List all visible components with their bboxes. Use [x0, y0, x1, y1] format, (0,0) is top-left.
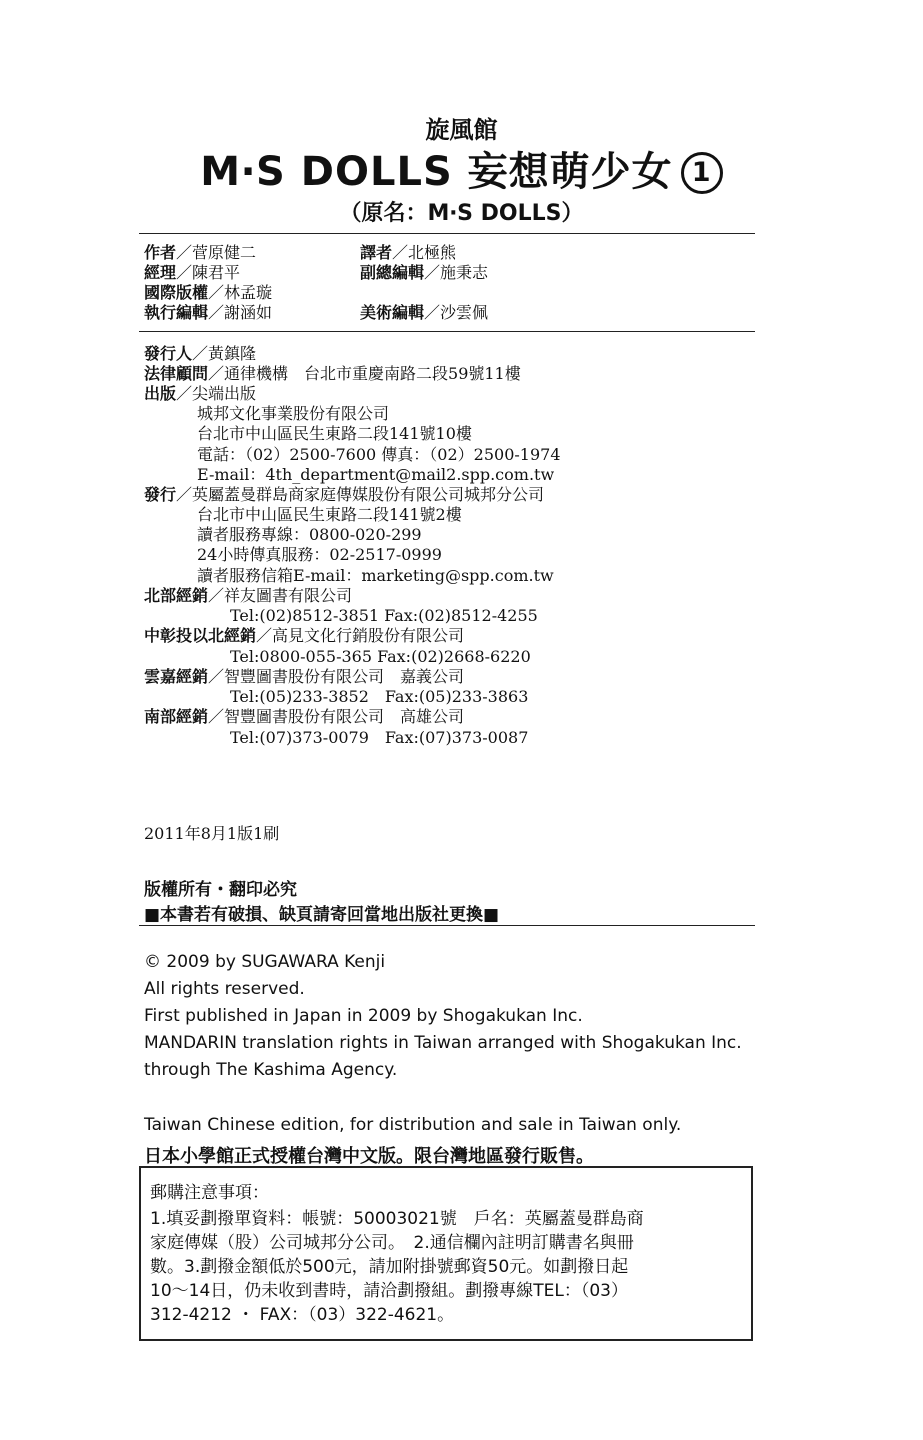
legal-label: 法律顧問 — [144, 364, 209, 383]
edition-info: 2011年8月1版1刷 — [144, 824, 280, 843]
taiwan-edition-en: Taiwan Chinese edition, for distribution and sale in Taiwan only. — [144, 1115, 682, 1135]
credit-intl-rights — [144, 283, 272, 303]
central-tel: Tel:0800-055-365 Fax:(02)2668-6220 — [230, 647, 531, 666]
south-line — [144, 707, 464, 727]
mail-order-notice — [139, 1166, 753, 1341]
legal-line — [144, 364, 521, 384]
north-line — [144, 586, 352, 606]
deputy-editor-label: 副總編輯 — [360, 263, 425, 282]
deputy-editor-value: ／施秉志 — [424, 263, 489, 282]
exec-editor-label: 執行編輯 — [144, 303, 209, 322]
exec-editor-value: ／謝涵如 — [208, 303, 273, 322]
book-title — [0, 140, 923, 197]
central-line — [144, 626, 464, 646]
central-label: 中彰投以北經銷 — [144, 626, 257, 645]
issuer-label: 發行人 — [144, 344, 193, 363]
press-phone: 電話：（02）2500-7600 傳真：（02）2500-1974 — [197, 445, 561, 464]
distribution-label: 發行 — [144, 485, 177, 504]
yunjia-value: ／智豐圖書股份有限公司 嘉義公司 — [208, 667, 465, 686]
south-tel: Tel:(07)373-0079 Fax:(07)373-0087 — [230, 728, 529, 747]
copyright-line-4: MANDARIN translation rights in Taiwan arranged with Shogakukan Inc. — [144, 1033, 742, 1053]
art-editor-label: 美術編輯 — [360, 303, 425, 322]
notice-line-3: 數。3.劃撥金額低於500元，請加附掛號郵資50元。如劃撥日起 — [150, 1257, 629, 1277]
notice-line-4: 10～14日，仍未收到書時，請洽劃撥組。劃撥專線TEL：（03） — [150, 1281, 628, 1301]
distribution-email: 讀者服務信箱E-mail：marketing@spp.com.tw — [197, 566, 554, 585]
issuer-line — [144, 344, 256, 364]
north-value: ／祥友圖書有限公司 — [208, 586, 353, 605]
credits-divider — [139, 331, 755, 332]
copyright-line-5: through The Kashima Agency. — [144, 1060, 398, 1080]
rights-divider — [139, 925, 755, 926]
publisher-name: 旋風館 — [425, 115, 498, 144]
translator-value: ／北極熊 — [392, 243, 457, 262]
credit-art-editor — [360, 303, 488, 323]
credit-author — [144, 243, 256, 263]
art-editor-value: ／沙雲佩 — [424, 303, 489, 322]
author-label: 作者 — [144, 243, 177, 262]
press-value: ／尖端出版 — [176, 384, 257, 403]
north-tel: Tel:(02)8512-3851 Fax:(02)8512-4255 — [230, 606, 538, 625]
credit-translator — [360, 243, 456, 263]
credit-manager — [144, 263, 240, 283]
press-company: 城邦文化事業股份有限公司 — [197, 404, 390, 423]
rights-reserved: 版權所有・翻印必究 — [144, 880, 297, 900]
press-address: 台北市中山區民生東路二段141號10樓 — [197, 424, 472, 443]
manager-label: 經理 — [144, 263, 177, 282]
damage-notice: ■本書若有破損、缺頁請寄回當地出版社更換■ — [144, 905, 500, 925]
translator-label: 譯者 — [360, 243, 393, 262]
issuer-value: ／黃鎮隆 — [192, 344, 257, 363]
notice-line-5: 312-4212 ・ FAX：（03）322-4621。 — [150, 1305, 455, 1325]
copyright-line-2: All rights reserved. — [144, 979, 305, 999]
yunjia-line — [144, 667, 464, 687]
press-label: 出版 — [144, 384, 177, 403]
original-title: （原名：M‧S DOLLS） — [339, 201, 584, 226]
distribution-line — [144, 485, 544, 505]
credit-deputy-editor — [360, 263, 488, 283]
yunjia-tel: Tel:(05)233-3852 Fax:(05)233-3863 — [230, 687, 529, 706]
volume-badge: 1 — [681, 152, 723, 194]
author-value: ／菅原健二 — [176, 243, 257, 262]
north-label: 北部經銷 — [144, 586, 209, 605]
yunjia-label: 雲嘉經銷 — [144, 667, 209, 686]
south-label: 南部經銷 — [144, 707, 209, 726]
notice-line-2: 家庭傳媒（股）公司城邦分公司。 2.通信欄內註明訂購書名與冊 — [150, 1233, 634, 1253]
south-value: ／智豐圖書股份有限公司 高雄公司 — [208, 707, 465, 726]
distribution-fax: 24小時傳真服務：02-2517-0999 — [197, 545, 442, 564]
book-title-text: M‧S DOLLS 妄想萌少女 — [200, 149, 673, 195]
distribution-address: 台北市中山區民生東路二段141號2樓 — [197, 505, 462, 524]
copyright-line-3: First published in Japan in 2009 by Shogakukan Inc. — [144, 1006, 583, 1026]
copyright-line-1: © 2009 by SUGAWARA Kenji — [144, 952, 386, 972]
distribution-value: ／英屬蓋曼群島商家庭傳媒股份有限公司城邦分公司 — [176, 485, 545, 504]
notice-title: 郵購注意事項： — [150, 1183, 269, 1203]
header-divider — [139, 233, 755, 234]
manager-value: ／陳君平 — [176, 263, 241, 282]
credit-exec-editor — [144, 303, 272, 323]
taiwan-edition-zh: 日本小學館正式授權台灣中文版。限台灣地區發行販售。 — [144, 1146, 594, 1167]
intl-rights-label: 國際版權 — [144, 283, 209, 302]
central-value: ／高見文化行銷股份有限公司 — [256, 626, 465, 645]
intl-rights-value: ／林孟璇 — [208, 283, 273, 302]
press-line — [144, 384, 256, 404]
press-email: E-mail：4th_department@mail2.spp.com.tw — [197, 465, 555, 484]
distribution-hotline: 讀者服務專線：0800-020-299 — [197, 525, 422, 544]
notice-line-1: 1.填妥劃撥單資料：帳號：50003021號 戶名：英屬蓋曼群島商 — [150, 1209, 644, 1229]
legal-value: ／通律機構 台北市重慶南路二段59號11樓 — [208, 364, 521, 383]
